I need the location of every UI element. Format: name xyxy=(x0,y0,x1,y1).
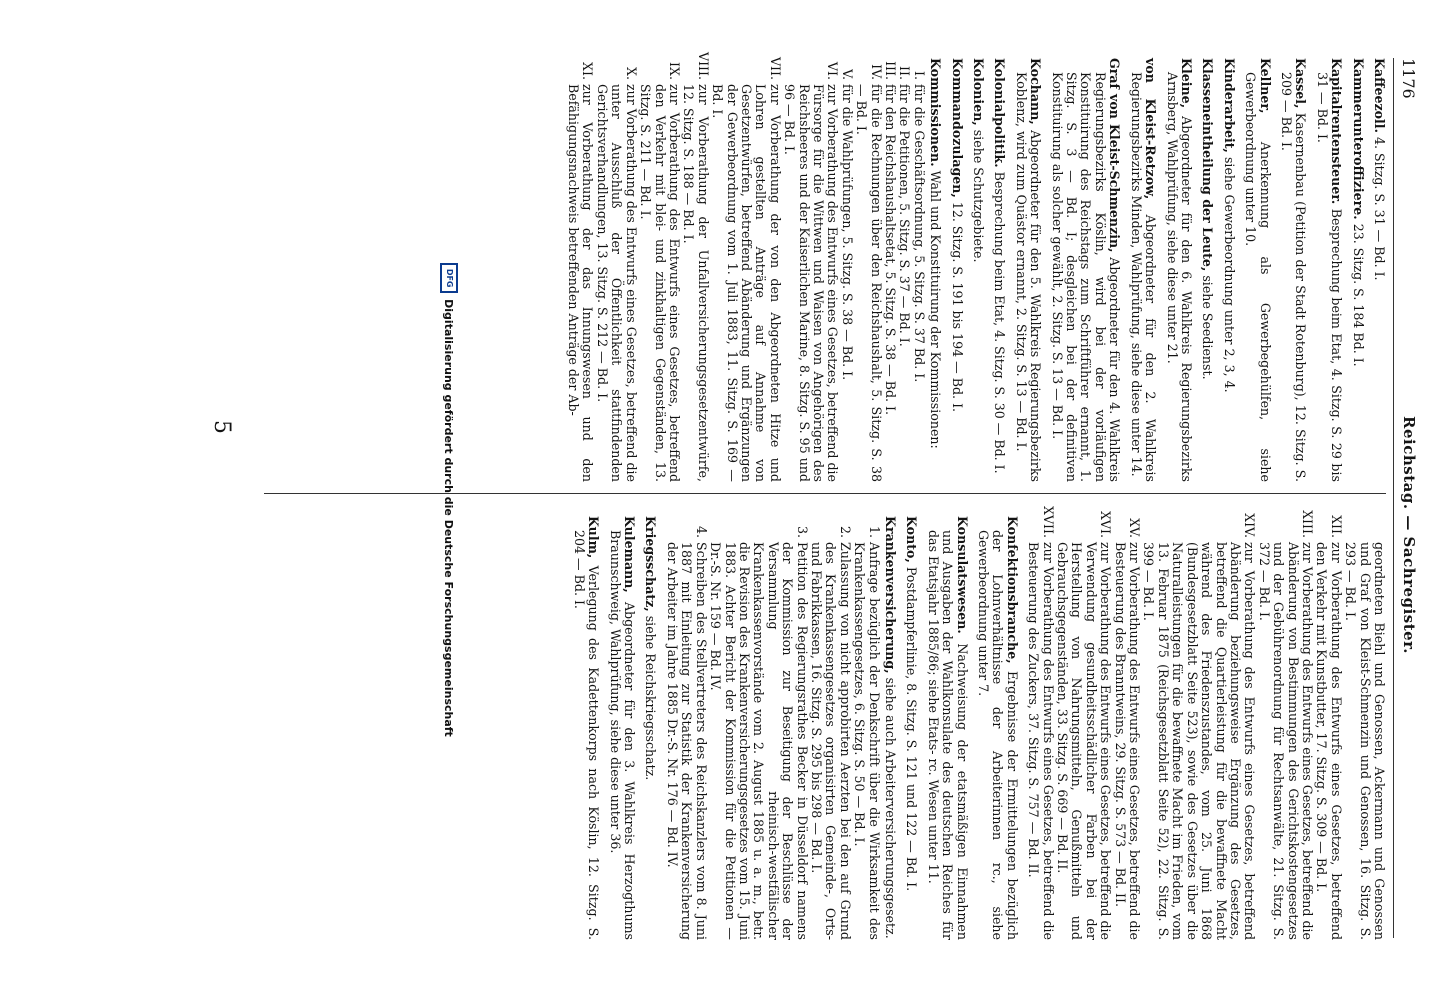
page-number: 1176 xyxy=(1399,58,1418,99)
sub-entry xyxy=(1112,516,1141,940)
index-entry xyxy=(971,58,985,482)
entry-keyword: Kammerunteroffiziere. xyxy=(1350,58,1366,220)
entry-text: Kasernenbau (Petition der Stadt Rotenburg), 12. Sitzg. S. 209 — Bd. I. xyxy=(1278,72,1309,482)
sub-entry-text: Anfrage bezüglich der Denkschrift über die Wirksamkeit des Krankenkassengesetzes, 6. Sitzg. S. 50 — Bd. I. xyxy=(852,542,882,940)
sub-entry-number: 1. xyxy=(866,525,882,538)
entry-text: Abgeordneter für den 3. Wahlkreis Herzogthums Braunschweig, Wahlprüfung, siehe diese unter 36. xyxy=(607,530,638,940)
sub-entry xyxy=(897,58,911,482)
entry-keyword: Kochann, xyxy=(1028,58,1044,125)
sub-entry xyxy=(809,516,852,940)
sub-entry-text: für die Geschäftsordnung, 5. Sitzg. S. 37 Bd. I. xyxy=(911,84,927,383)
left-column xyxy=(566,51,1387,482)
entry-keyword: Konto, xyxy=(904,516,920,563)
index-entry xyxy=(1243,58,1272,482)
entry-text: siehe auch Arbeiterversicherungsgesetz. xyxy=(883,677,898,939)
sub-entry-text: zur Vorberathung der das Innungswesen und den Befähigungsnachweis betreffenden Anträge der Ab- xyxy=(566,84,596,482)
footer-credit: Digitalisierung gefördert durch die Deutsche Forschungsgemeinschaft xyxy=(442,299,456,737)
entry-keyword: Kolonialpolitik. xyxy=(992,58,1008,168)
sub-entry xyxy=(1314,516,1343,940)
entry-text: 23. Sitzg. S. 184 Bd. I. xyxy=(1350,223,1366,367)
index-entry xyxy=(992,58,1006,482)
sub-entry-number: 4. xyxy=(693,525,709,538)
sub-entry-text: für die Wahlprüfungen, 5. Sitzg. S. 38 — Bd. I. xyxy=(839,84,855,381)
sub-entry-number: XVI. xyxy=(1098,510,1114,538)
entry-text: Besprechung beim Etat, 4. Sitzg. S. 30 — Bd. I. xyxy=(992,171,1008,474)
sub-entry xyxy=(839,58,853,482)
entry-text: Anerkennung als Gewerbegehülfen, siehe Gewerbeordnung unter 10. xyxy=(1243,72,1273,482)
sub-entry-number: I. xyxy=(911,71,927,80)
sub-entry-text: zur Vorberathung des Entwurfs eines Gesetzes, betreffend die unter Ausschluß der Öffentlichkeit stattfindenden Gerichtsverhandlungen, 13. Sitzg. S. 212 — Bd. I. xyxy=(594,84,639,482)
entry-text: Abgeordneter für den 4. Wahlkreis Regierungsbezirks Köslin, wird bei der vorläufigen Konstituirung des Reichstags zum Schriftführer ernannt, 1. Sitzg. S. 3 — Bd. I; desgleichen bei der definitiven Konstituirung als solcher gewählt, 2. Sitzg. S. 13 — Bd. I. xyxy=(1049,72,1123,482)
entry-keyword: Kommissionen. xyxy=(928,58,944,167)
entry-text: siehe Gewerbeordnung unter 2, 3, 4. xyxy=(1221,156,1237,393)
entry-text: Abgeordneter für den 5. Wahlkreis Regierungsbezirks Koblenz, wird zum Quästor ernannt, 2. Sitzg. S. 13 — Bd. I. xyxy=(1013,72,1044,482)
index-entry xyxy=(1221,58,1235,482)
sub-entry xyxy=(1055,510,1114,940)
entry-text: Besprechung beim Etat, 4. Sitzg. S. 29 bis 31 — Bd. I. xyxy=(1314,72,1345,482)
index-entry xyxy=(1350,58,1364,482)
entry-keyword: Kinderarbeit, xyxy=(1221,58,1237,153)
sub-entry-number: XV. xyxy=(1127,518,1143,538)
sub-entry xyxy=(710,58,782,482)
sub-entry-number: VIII. xyxy=(695,51,711,80)
entry-text: 4. Sitzg. S. 31 — Bd. I. xyxy=(1372,137,1387,281)
sub-entry xyxy=(852,516,881,940)
sub-entry-text: zur Vorberathung der Unfallversicherungsgesetzentwürfe, 12. Sitzg. S. 188 — Bd. I. xyxy=(681,84,711,482)
index-entry xyxy=(1049,58,1121,482)
sub-entry-number: VI. xyxy=(825,61,841,80)
sheet-mark: 5 xyxy=(209,420,234,434)
sub-entry-number: XIV. xyxy=(1242,513,1258,538)
sub-entry-number: VII. xyxy=(767,56,783,80)
index-entry xyxy=(976,516,1019,940)
entry-text: Ergebnisse der Ermittelungen bezüglich der Lohnverhältnisse der Arbeiterinnen rc., siehe Gewerbeordnung unter 7. xyxy=(976,530,1020,940)
index-entry xyxy=(925,516,968,940)
column-divider xyxy=(264,493,1386,494)
sub-entry-text: zur Vorberathung des Entwurfs eines Gesetzes, betreffend die Fürsorge für die Wittwen und Waisen von Angehörigen des Reichsheeres und der Kaiserlichen Marine, 8. Sitzg. S. 95 und 96 — Bd. I. xyxy=(782,84,841,482)
sub-entry-number: III. xyxy=(883,61,899,80)
sub-entry xyxy=(566,58,595,482)
sub-entry-number: IV. xyxy=(868,64,884,80)
entry-keyword: Graf von Kleist-Schmenzin, xyxy=(1107,58,1123,253)
entry-keyword: Krankenversicherung, xyxy=(883,516,898,674)
entry-keyword: Klasseneintheilung der Leute, xyxy=(1200,58,1216,272)
sub-entry xyxy=(854,58,883,482)
sub-entry-text: zur Vorberathung des Entwurfs eines Gesetzes, betreffend den Verkehr mit blei- und zinkhaltigen Gegenständen, 13. Sitzg. S. 211 — Bd. I. xyxy=(638,84,682,482)
entry-text: 12. Sitzg. S. 191 bis 194 — Bd. I. xyxy=(949,201,965,413)
entry-text: Verlegung des Kadettenkorps nach Köslin, 12. Sitzg. S. 204 — Bd. I. xyxy=(571,530,602,940)
index-entry xyxy=(1013,58,1042,482)
sub-entry-text: zur Vorberathung des Entwurfs eines Gesetzes, betreffend die Abänderung von Bestimmungen des Gerichtskostengesetzes und der Gebührenordnung für Rechtsanwälte, 21. Sitzg. S. 372 — Bd. I. xyxy=(1256,542,1315,940)
index-entry xyxy=(904,516,918,940)
sub-entry xyxy=(1256,510,1315,940)
sub-entry xyxy=(911,58,925,482)
index-entry xyxy=(1314,58,1343,482)
entry-text: siehe Reichskriegsschatz. xyxy=(643,615,659,781)
sub-entry-text: zur Vorberathung des Entwurfs eines Gesetzes, betreffend die Verwendung gesundheitsschädlicher Farben bei der Herstellung von Nahrungsmitteln, Genußmitteln und Gebrauchsgegenständen, 33. Sitzg. S. 669 — Bd. II. xyxy=(1055,542,1114,940)
entry-text: Abgeordneter für den 2. Wahlkreis Regierungsbezirks Minden, Wahlprüfung, siehe diese unter 14. xyxy=(1128,72,1159,482)
entry-text: Wahl und Konstituirung der Kommissionen: xyxy=(928,170,944,449)
sub-entry xyxy=(1026,505,1056,940)
sub-entry xyxy=(665,516,708,940)
sub-entry xyxy=(1141,513,1258,940)
index-entry xyxy=(571,516,600,940)
sub-entry-number: XVII. xyxy=(1040,505,1056,538)
index-entry xyxy=(949,58,963,482)
index-entry xyxy=(607,516,636,940)
sub-entry-text: Schreiben des Stellvertreters des Reichskanzlers vom 8. Juni 1887 mit Einleitung zur Statistik der Krankenversicherung der Arbeiter im Jahre 1885 Dr.-S. Nr. 176 — Bd. IV. xyxy=(664,542,709,940)
entry-text: Postdampferlinie, 8. Sitzg. S. 121 und 122 — Bd. I. xyxy=(904,566,920,892)
index-entry xyxy=(643,516,657,940)
sub-entry xyxy=(883,58,897,482)
sub-entry-number: 3. xyxy=(794,525,810,538)
index-entry xyxy=(1128,58,1157,482)
sub-entry xyxy=(595,58,638,482)
right-column xyxy=(564,505,1387,940)
sub-entry-text: zur Vorberathung des Entwurfs eines Gesetzes, betreffend den Verkehr mit Kunstbutter, 17. Sitzg. S. 309 — Bd. I. xyxy=(1314,542,1344,940)
sub-entry-continued xyxy=(1343,516,1386,940)
sub-entry-text: für den Reichshaushaltsetat, 5. Sitzg. S. 38 — Bd. I. xyxy=(883,84,899,416)
sub-entry-number: XI. xyxy=(580,62,596,80)
entry-text: Nachweisung der etatsmäßigen Einnahmen und Ausgaben der Wahlkonsulate des deutschen Reiches für das Etatsjahr 1885/86; siehe Etats- rc. Wesen unter 11. xyxy=(925,530,970,940)
index-entry xyxy=(1372,58,1386,482)
sub-entry xyxy=(782,58,840,482)
sub-entry-text: geordneten Biehl und Genossen, Ackermann und Genossen und Graf von Kleist-Schmenzin und Genossen, 16. Sitzg. S. 293 — Bd. I. xyxy=(1343,542,1387,940)
sub-entry-text: Zulassung von nicht approbirten Aerzten bei den auf Grund des Krankenkassengesetzes organisirten Gemeinde-, Orts- und Fabrikkassen, 16. Sitzg. S. 295 bis 298 — Bd. I. xyxy=(808,542,853,940)
sub-entry-text: zur Vorberathung des Entwurfs eines Gesetzes, betreffend die Besteuerung des Zuckers, 37. Sitzg. S. 757 — Bd. II. xyxy=(1026,542,1056,940)
sub-entry-number: V. xyxy=(839,69,855,80)
entry-keyword: Kolonien, xyxy=(971,58,987,126)
entry-keyword: Kellner, xyxy=(1257,58,1273,114)
index-entry xyxy=(1164,58,1193,482)
entry-keyword: Kleine, xyxy=(1178,58,1194,109)
entry-keyword: von Kleist-Retzow, xyxy=(1143,58,1159,200)
sub-entry-number: II. xyxy=(897,66,913,80)
entry-text: Abgeordneter für den 6. Wahlkreis Regierungsbezirks Arnsberg, Wahlprüfung, siehe diese unter 21. xyxy=(1164,72,1194,482)
digitization-footer xyxy=(436,0,462,1000)
sub-entry-number: XIII. xyxy=(1299,510,1315,538)
entry-keyword: Kulm, xyxy=(586,516,602,559)
entry-keyword: Konfektionsbranche, xyxy=(1004,516,1020,664)
sub-entry-number: 2. xyxy=(837,525,853,538)
entry-keyword: Kulemann, xyxy=(622,516,638,593)
header-rule xyxy=(1393,58,1394,938)
dfg-logo-icon: DFG xyxy=(440,263,458,293)
sub-entry xyxy=(638,58,681,482)
index-entry-krankenversicherung xyxy=(883,516,897,940)
sub-entry-text: für die Petitionen, 5. Sitzg. S. 37 — Bd. I. xyxy=(897,84,913,347)
entry-keyword: Kommandozulagen, xyxy=(949,58,965,198)
entry-text: siehe Schutzgebiete. xyxy=(971,129,987,263)
index-entry-kommissionen xyxy=(928,58,942,482)
running-head: Reichstag. — Sachregister. xyxy=(1400,416,1418,654)
entry-keyword: Konsulatswesen. xyxy=(954,516,970,634)
sub-entry-number: XII. xyxy=(1328,515,1344,538)
index-entry xyxy=(1200,58,1214,482)
sub-entry-text: für die Rechnungen über den Reichshaushalt, 5. Sitzg. S. 38 — Bd. I. xyxy=(854,84,884,482)
entry-keyword: Kriegsschatz, xyxy=(643,516,659,612)
entry-keyword: Kapitalrentensteuer. xyxy=(1329,58,1345,205)
sub-entry xyxy=(708,516,809,940)
entry-keyword: Kassel, xyxy=(1293,58,1309,109)
sub-entry xyxy=(681,51,711,482)
sub-entry-number: X. xyxy=(623,67,639,80)
sub-entry-text: Petition des Regierungsrathes Becker in Düsseldorf namens der Kommission zur Beseitigung der Beschlüsse der Versammlung rheinisch-westfälischer Krankenkassenvorstände vom 2. August 1885 u. a. m., betr. die Revision des Krankenversicherungsgesetzes vom 15. Juni 1883. Achter Bericht der Kommission für die Petitionen — Dr.-S. Nr. 159 — Bd. IV. xyxy=(708,542,810,940)
sub-entry-text: zur Vorberathung des Entwurfs eines Gesetzes, betreffend Abänderung beziehungsweise Ergänzung des Gesetzes, betreffend die Quartierleistung für die bewaffnete Macht während des Friedenszustandes, vom 25. Juni 1868 (Bundesgesetzblatt Seite 523), sowie des Gesetzes über die Naturalleistungen für die bewaffnete Macht im Frieden, vom 13. Februar 1875 (Reichsgesetzblatt Seite 52), 22. Sitzg. S. 399 — Bd. I. xyxy=(1141,542,1258,940)
sub-entry-text: zur Vorberathung des Entwurfs eines Gesetzes, betreffend die Besteuerung des Branntweins, 29. Sitzg. S. 573 — Bd. II. xyxy=(1112,542,1143,940)
index-entry xyxy=(1279,58,1308,482)
sub-entry-text: zur Vorberathung der von den Abgeordneten Hitze und Lohren gestellten Anträge auf Annahme von Gesetzentwürfen, betreffend Abänderung und Ergänzungen der Gewerbeordnung vom 1. Juli 1883, 11. Sitzg. S. 169 — Bd. I. xyxy=(710,84,783,482)
sub-entry-number: IX. xyxy=(666,62,682,80)
entry-text: siehe Seedienst. xyxy=(1200,275,1216,380)
entry-keyword: Kaffeezoll. xyxy=(1372,58,1387,133)
